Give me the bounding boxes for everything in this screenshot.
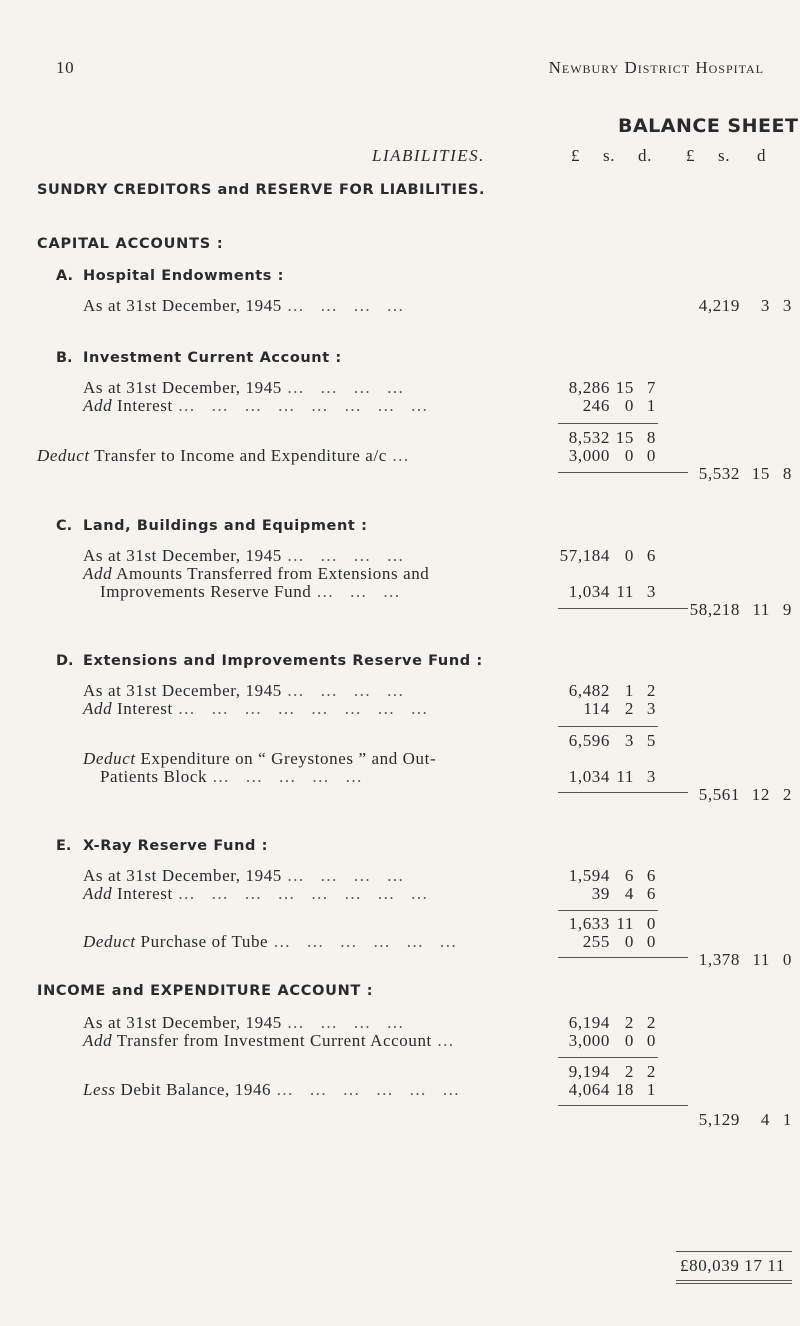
section-e-total: 1,378 11 0 xyxy=(698,950,792,969)
income-expenditure-line1: As at 31st December, 1945 … … … … xyxy=(83,1013,410,1032)
section-a-line1: As at 31st December, 1945 … … … … xyxy=(83,296,410,315)
grand-total: £80,039 17 11 xyxy=(680,1256,785,1275)
section-e-letter: E. xyxy=(56,838,72,854)
section-b-line2-amount: 246 0 1 xyxy=(582,396,656,415)
section-b-title: Investment Current Account : xyxy=(83,350,342,366)
section-d-line3b: Patients Block … … … … … xyxy=(100,767,368,786)
rule xyxy=(558,608,688,609)
sundry-creditors-heading: SUNDRY CREDITORS and RESERVE FOR LIABILITIES. xyxy=(37,182,486,198)
capital-accounts-heading: CAPITAL ACCOUNTS : xyxy=(37,236,224,252)
section-d-letter: D. xyxy=(56,653,74,669)
grand-total-rule-bottom xyxy=(676,1280,792,1281)
section-d-line3: Deduct Expenditure on “ Greystones ” and Out- xyxy=(83,749,437,768)
income-expenditure-line3-amount: 4,064 18 1 xyxy=(568,1080,656,1099)
section-b-line3: Deduct Transfer to Income and Expenditure a/c … xyxy=(37,446,415,465)
income-expenditure-heading: INCOME and EXPENDITURE ACCOUNT : xyxy=(37,983,374,999)
rule xyxy=(558,472,688,473)
income-expenditure-line2: Add Transfer from Investment Current Account … xyxy=(83,1031,460,1050)
section-c-line1: As at 31st December, 1945 … … … … xyxy=(83,546,410,565)
section-d-subtotal: 6,596 3 5 xyxy=(568,731,656,750)
section-e-line3: Deduct Purchase of Tube … … … … … … xyxy=(83,932,463,951)
income-expenditure-line1-amount: 6,194 2 2 xyxy=(568,1013,656,1032)
section-a-title: Hospital Endowments : xyxy=(83,268,285,284)
section-b-letter: B. xyxy=(56,350,73,366)
section-c-line2-amount: 1,034 11 3 xyxy=(568,582,656,601)
section-c-line2b: Improvements Reserve Fund … … … xyxy=(100,582,406,601)
grand-total-rule-bottom-2 xyxy=(676,1283,792,1284)
rule xyxy=(558,792,688,793)
section-d-line2-amount: 114 2 3 xyxy=(583,699,656,718)
section-c-line1-amount: 57,184 0 6 xyxy=(559,546,656,565)
section-e-line2: Add Interest … … … … … … … … xyxy=(83,884,434,903)
col2-shillings-head: s. xyxy=(718,146,731,165)
income-expenditure-subtotal: 9,194 2 2 xyxy=(568,1062,656,1081)
col1-pounds-head: £ xyxy=(571,146,581,165)
section-e-line2-amount: 39 4 6 xyxy=(591,884,656,903)
liabilities-heading: LIABILITIES. xyxy=(372,146,485,165)
rule xyxy=(558,1057,658,1058)
section-a-total: 4,219 3 3 xyxy=(698,296,792,315)
section-b-total: 5,532 15 8 xyxy=(698,464,792,483)
col1-pence-head: d. xyxy=(638,146,652,165)
page-number: 10 xyxy=(56,58,75,77)
section-e-line3-amount: 255 0 0 xyxy=(582,932,656,951)
rule xyxy=(558,910,658,911)
section-b-line1: As at 31st December, 1945 … … … … xyxy=(83,378,410,397)
rule xyxy=(558,423,658,424)
income-expenditure-line3: Less Debit Balance, 1946 … … … … … … xyxy=(83,1080,466,1099)
section-a-letter: A. xyxy=(56,268,73,284)
section-d-line1-amount: 6,482 1 2 xyxy=(568,681,656,700)
section-b-line1-amount: 8,286 15 7 xyxy=(568,378,656,397)
col2-pounds-head: £ xyxy=(686,146,696,165)
section-b-line3-amount: 3,000 0 0 xyxy=(568,446,656,465)
section-c-letter: C. xyxy=(56,518,73,534)
section-d-line2: Add Interest … … … … … … … … xyxy=(83,699,434,718)
col2-pence-head: d xyxy=(757,146,767,165)
section-e-line1: As at 31st December, 1945 … … … … xyxy=(83,866,410,885)
running-title: Newbury District Hospital xyxy=(548,58,764,77)
section-b-line2: Add Interest … … … … … … … … xyxy=(83,396,434,415)
section-c-title: Land, Buildings and Equipment : xyxy=(83,518,368,534)
section-d-title: Extensions and Improvements Reserve Fund : xyxy=(83,653,483,669)
section-d-line3-amount: 1,034 11 3 xyxy=(568,767,656,786)
grand-total-rule-top xyxy=(676,1251,792,1252)
section-e-title: X-Ray Reserve Fund : xyxy=(83,838,269,854)
section-b-subtotal: 8,532 15 8 xyxy=(568,428,656,447)
page-title: BALANCE SHEET xyxy=(618,115,799,137)
rule xyxy=(558,957,688,958)
col1-shillings-head: s. xyxy=(603,146,616,165)
section-e-subtotal: 1,633 11 0 xyxy=(568,914,656,933)
income-expenditure-total: 5,129 4 1 xyxy=(698,1110,792,1129)
section-d-total: 5,561 12 2 xyxy=(698,785,792,804)
section-e-line1-amount: 1,594 6 6 xyxy=(568,866,656,885)
section-d-line1: As at 31st December, 1945 … … … … xyxy=(83,681,410,700)
section-c-total: 58,218 11 9 xyxy=(689,600,792,619)
rule xyxy=(558,1105,688,1106)
rule xyxy=(558,726,658,727)
section-c-line2: Add Amounts Transferred from Extensions and xyxy=(83,564,430,583)
income-expenditure-line2-amount: 3,000 0 0 xyxy=(568,1031,656,1050)
